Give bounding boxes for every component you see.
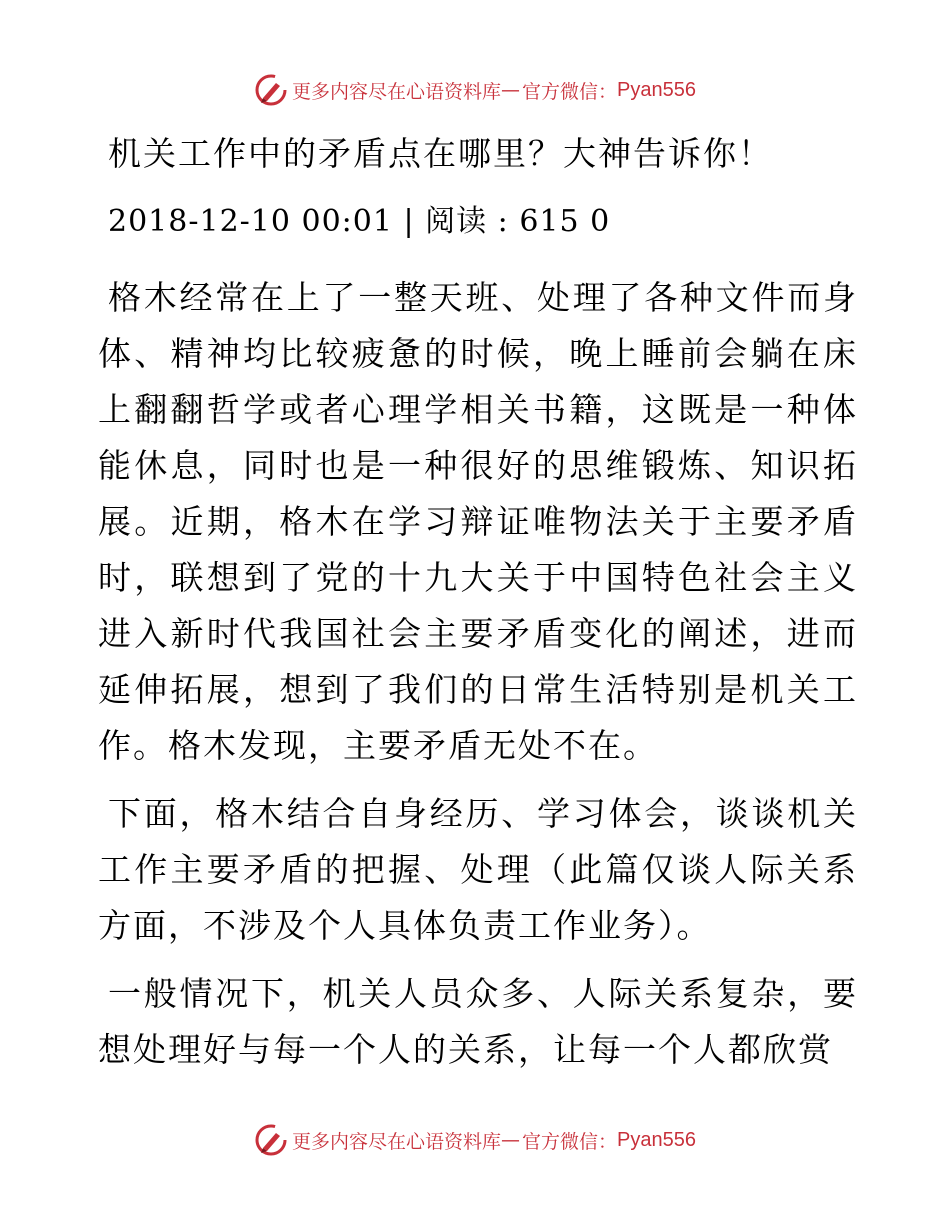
article-title: 机关工作中的矛盾点在哪里？大神告诉你！ [108, 134, 773, 173]
banner-wechat-label: 官方微信： [522, 1130, 618, 1153]
paragraph: 一般情况下，机关人员众多、人际关系复杂，要想处理好与每一个人的关系，让每一个人都欣赏 [98, 974, 858, 1069]
pen-logo-icon [254, 73, 288, 107]
pen-logo-icon [254, 1123, 288, 1157]
banner-separator: — [501, 1129, 521, 1151]
footer-banner [0, 1120, 950, 1160]
banner-separator: — [501, 79, 521, 101]
banner-wechat-id: Pyan556 [617, 1128, 696, 1151]
banner-wechat-id: Pyan556 [617, 78, 696, 101]
document-body [98, 120, 858, 1078]
header-banner [0, 70, 950, 110]
article-meta: 2018-12-10 00:01 | 阅读 : 615 0 [108, 204, 611, 239]
paragraph: 格木经常在上了一整天班、处理了各种文件而身体、精神均比较疲惫的时候，晚上睡前会躺在床上翻翻哲学或者心理学相关书籍，这既是一种体能休息，同时也是一种很好的思维锻炼、知识拓展。近期，格木在学习辩证唯物法关于主要矛盾时，联想到了党的十九大关于中国特色社会主义进入新时代我国社会主要矛盾变化的阐述，进而延伸拓展，想到了我们的日常生活特别是机关工作。格木发现，主要矛盾无处不在。 [98, 278, 858, 765]
banner-wechat-label: 官方微信： [522, 80, 618, 103]
banner-text: 更多内容尽在心语资料库 [292, 1130, 502, 1153]
banner-text: 更多内容尽在心语资料库 [292, 80, 502, 103]
paragraph: 下面，格木结合自身经历、学习体会，谈谈机关工作主要矛盾的把握、处理（此篇仅谈人际关系方面，不涉及个人具体负责工作业务）。 [98, 794, 858, 945]
